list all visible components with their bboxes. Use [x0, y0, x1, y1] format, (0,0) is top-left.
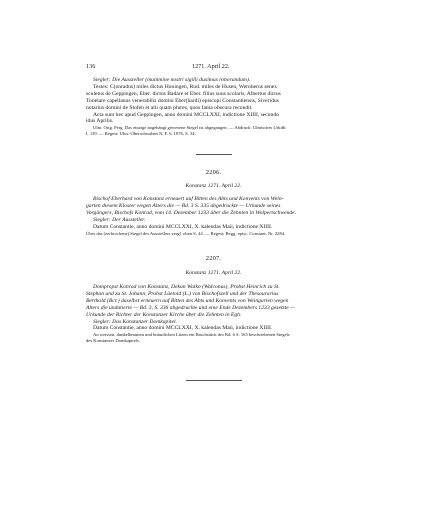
doc1-line: Tonelare capellanus venerabilis domini Eber(hardi) episcopi Constantiensis, Siveridus	[86, 97, 279, 104]
doc3-line: Berthold (Bcr.) daselbst erneuern auf Bitten des Abts und Konvents von Weingarten wegen	[86, 297, 289, 304]
doc3-line: Siegler: Das Konstanzer Domkapitel.	[93, 318, 177, 325]
doc1-note-line: I, 139. — Regest: Ulm.-Oberschwaben N. F. 6, 1876, S. 34.	[86, 130, 196, 136]
doc2-line: Vorgängers, Bischofs Konrad, vom 14. Dezember 1233 über die Zehnten in Wolpertschwende.	[86, 209, 297, 216]
doc3-line: Urkunde der Richter der Konstanzer Kirche über die Zehnten in Egh.	[86, 311, 242, 318]
doc3-line: Dompropst Konrad von Konstanz, Dekan Walko (Walconus), Probst Heinrich zu St.	[93, 284, 280, 290]
doc3-line: Stephan und zu St. Johann, Probst Lüetold (L.) von Bischofszell und der Thesaurarius	[86, 290, 279, 297]
doc2-note-line: Über das (zerbrochene) Siegel des Ausstellers vergl. oben S. 44. — Regest: Regg. episc. Constant. Nr. 2284.	[86, 230, 286, 236]
doc3-body	[86, 284, 362, 344]
separator-rule	[186, 380, 242, 381]
doc1-line: Testes: C(onradus) miles dictus Huningen, Rud. miles de Husen, Wernherus senex	[93, 83, 278, 90]
doc3-line: Alters die undatierte — Bd. 3, S. 336 abgedruckte und eine Ende Dezembers 1233 gesetzte —	[86, 304, 296, 311]
doc2-line: Datum Constantie, anno domini MCCLXXI, X. kalendas Maii, indictione XIIII.	[93, 223, 273, 230]
doc3-line: Datum Constantie, anno domini MCCLXXI, X. kalendas Maii, indictione XIIII.	[93, 325, 273, 332]
doc1-line: Acta sunt hec apud Geppingen, anno domini MCCLXXI, indictione XIIII, secundo	[93, 111, 279, 118]
doc3-dateline: Konstanz 1271. April 22.	[185, 270, 242, 276]
doc2-body	[86, 196, 362, 236]
doc1-body	[86, 77, 362, 137]
doc1-note-line: Ulm. Orig. Perg. Das einzige angehängt gewesene Siegel ist abgegangen. — Abdruck: Ulmisches Urkdb.	[93, 125, 287, 131]
separator-rule	[196, 154, 232, 155]
page-number: 136	[86, 63, 96, 70]
doc2-dateline: Konstanz 1271. April 22.	[185, 183, 242, 189]
doc1-line: sculetus de Geppingen, Eber. dictus Badare et Eber. filius suus scolaris, Albertus dictus	[86, 90, 281, 97]
doc2-line: Siegler: Der Aussteller.	[93, 216, 146, 223]
doc1-line: Siegler: Die Aussteller (munimine nostri sigilli duximus roborandam).	[93, 77, 251, 83]
running-head: 1271. April 22.	[192, 63, 230, 70]
doc2-line: Bischof Eberhard von Konstanz erneuert auf Bitten des Abts und Konvents von Wein-	[93, 196, 284, 202]
doc3-note-line: An weissen, dunkelbraunen und bräunlichen Litzen ein Bruchstück des Bd. 6 S. 165 beschriebenen Siegels	[93, 332, 290, 338]
doc3-number: 2207.	[205, 255, 222, 262]
doc2-number: 2206.	[205, 169, 222, 176]
doc3-note-line: des Konstanzer Domkapitels.	[86, 337, 140, 343]
doc1-line: idus Aprilis.	[86, 118, 114, 125]
doc2-line: garten diesem Kloster wegen Alters die — Bd. 3 S. 335 abgedruckte — Urkunde seines	[86, 202, 281, 209]
doc1-line: notarius domini de Stofen et alii quam plures, quos fama obscura recondit.	[86, 104, 253, 111]
